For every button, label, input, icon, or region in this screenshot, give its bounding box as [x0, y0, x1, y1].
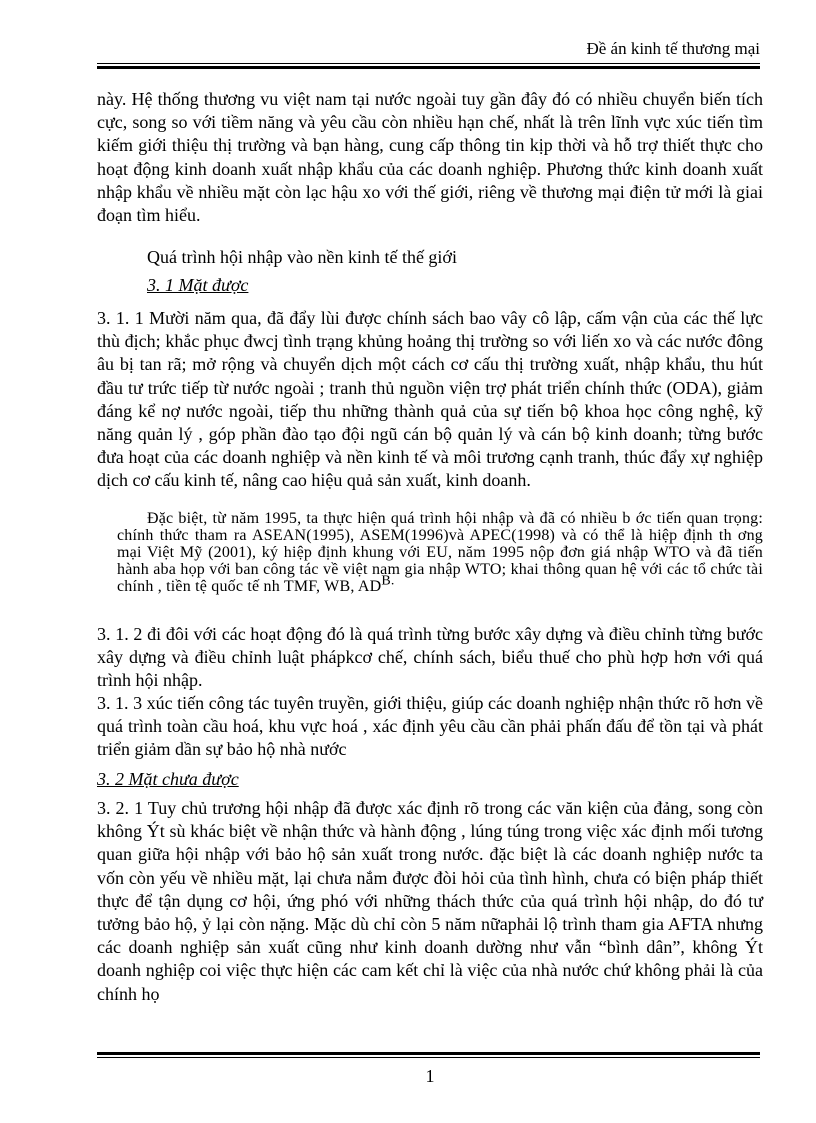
paragraph-3-1-1: 3. 1. 1 Mười năm qua, đã đẩy lùi được chính sách bao vây cô lập, cấm vận của các thế lực thù địch; khắc phục đwcj tình trạng khủng hoảng thị trường so với liến xo và các nước đông âu bị tan rã; mở rộng và chuyển dịch một cách cơ cấu thị trường xuất, nhập khẩu, thu hút đầu tư trức tiếp từ nước ngoài ; tranh thủ nguồn viện trợ phát triển chính thức (ODA), giảm đáng kể nợ nước ngoài, tiếp thu những thành quả của sự tiến bộ khoa học công nghệ, kỹ năng quản lý , góp phần đào tạo đội ngũ cán bộ quản lý và cán bộ kinh doanh; từng bước đưa hoạt của các doanh nghiệp và nền kinh tế và môi trương cạnh tranh, thúc đẩy xự nghiệp dịch cơ cấu kinh tế, nâng cao hiệu quả sản xuất, kinh doanh. — [97, 308, 763, 491]
paragraph-3-1-3: 3. 1. 3 xúc tiến công tác tuyên truyền, giới thiệu, giúp các doanh nghiệp nhận thức rõ hơn về quá trình toàn cầu hoá, khu vực hoá , xác định yêu cầu cần phải phấn đấu để tồn tại và phát triển giảm dần sự bảo hộ nhà nước — [97, 693, 763, 760]
paragraph-special — [117, 510, 763, 595]
subheading-negative: 3. 2 Mặt chưa được — [97, 769, 239, 789]
header-title: Đề án kinh tế thương mại — [586, 39, 760, 58]
paragraph-special-superscript: B. — [381, 573, 395, 589]
footer-rule-thin — [97, 1057, 760, 1058]
footer-rule-thick — [97, 1052, 760, 1055]
paragraph-intro: này. Hệ thống thương vu việt nam tại nước ngoài tuy gần đây đó có nhiều chuyển biến tích cực, song so với tiềm năng và yêu cầu còn nhiều hạn chế, nhất là trên lĩnh vực xúc tiến tìm kiếm giới thiệu thị trường và bạn hàng, cung cấp thông tin kịp thời và hỗ trợ thiết thực cho hoạt động kinh doanh xuất nhập khẩu của các doanh nghiệp. Phương thức kinh doanh xuất nhập khẩu về nhiều mặt còn lạc hậu xo với thế giới, riêng về thương mại điện tử mới là giai đoạn tìm hiểu. — [97, 89, 763, 226]
paragraph-3-1-2: 3. 1. 2 đi đôi với các hoạt động đó là quá trình từng bước xây dựng và điều chỉnh từng bước xây dựng và điều chỉnh luật phápkcơ chế, chính sách, biểu thuế cho phù hợp hơn với quá trình hội nhập. — [97, 624, 763, 691]
subheading-positive: 3. 1 Mặt được — [147, 275, 249, 295]
header-rule-thin — [97, 63, 760, 64]
paragraph-special-text: Đặc biệt, từ năm 1995, ta thực hiện quá trình hội nhập và đã có nhiều b ớc tiến quan trọng: chính thức tham ra ASEAN(1995), ASEM(1996)và APEC(1998) và có thể là hiệp định th ơng mại Việt Mỹ (2001), ký hiệp định khung với EU, năm 1995 nộp đơn giá nhập WTO và đã tiến hành aba họp với ban công tác về việt nam gia nhập WTO; khai thông quan hệ với các tổ chức tài chính , tiền tệ quốc tế nh TMF, WB, AD — [117, 510, 763, 595]
page-number: 1 — [425, 1066, 435, 1086]
header-rule-thick — [97, 66, 760, 69]
section-heading: Quá trình hội nhập vào nền kinh tế thế giới — [147, 247, 457, 267]
paragraph-3-2-1: 3. 2. 1 Tuy chủ trương hội nhập đã được xác định rõ trong các văn kiện của đảng, song còn không Ýt sù khác biệt về nhận thức và hành động , lúng túng trong việc xác định mối tương quan giữa hội nhập với bảo hộ sản xuất trong nước. đặc biệt là các doanh nghiệp nước ta vốn còn yếu về nhiều mặt, lại chưa nắm được đòi hỏi của tình hình, chưa có biện pháp thiết thực để tận dụng cơ hội, ứng phó với những thách thức của quá trình hội nhập, do đó tư tưởng bảo hộ, ỷ lại còn nặng. Mặc dù chỉ còn 5 năm nữaphải lộ trình tham gia AFTA nhưng các doanh nghiệp sản xuất cũng như kinh doanh dường như vẫn “bình dân”, không Ýt doanh nghiệp coi việc thực hiện các cam kết chỉ là việc của nhà nước chứ không phải là của chính họ — [97, 798, 763, 1004]
